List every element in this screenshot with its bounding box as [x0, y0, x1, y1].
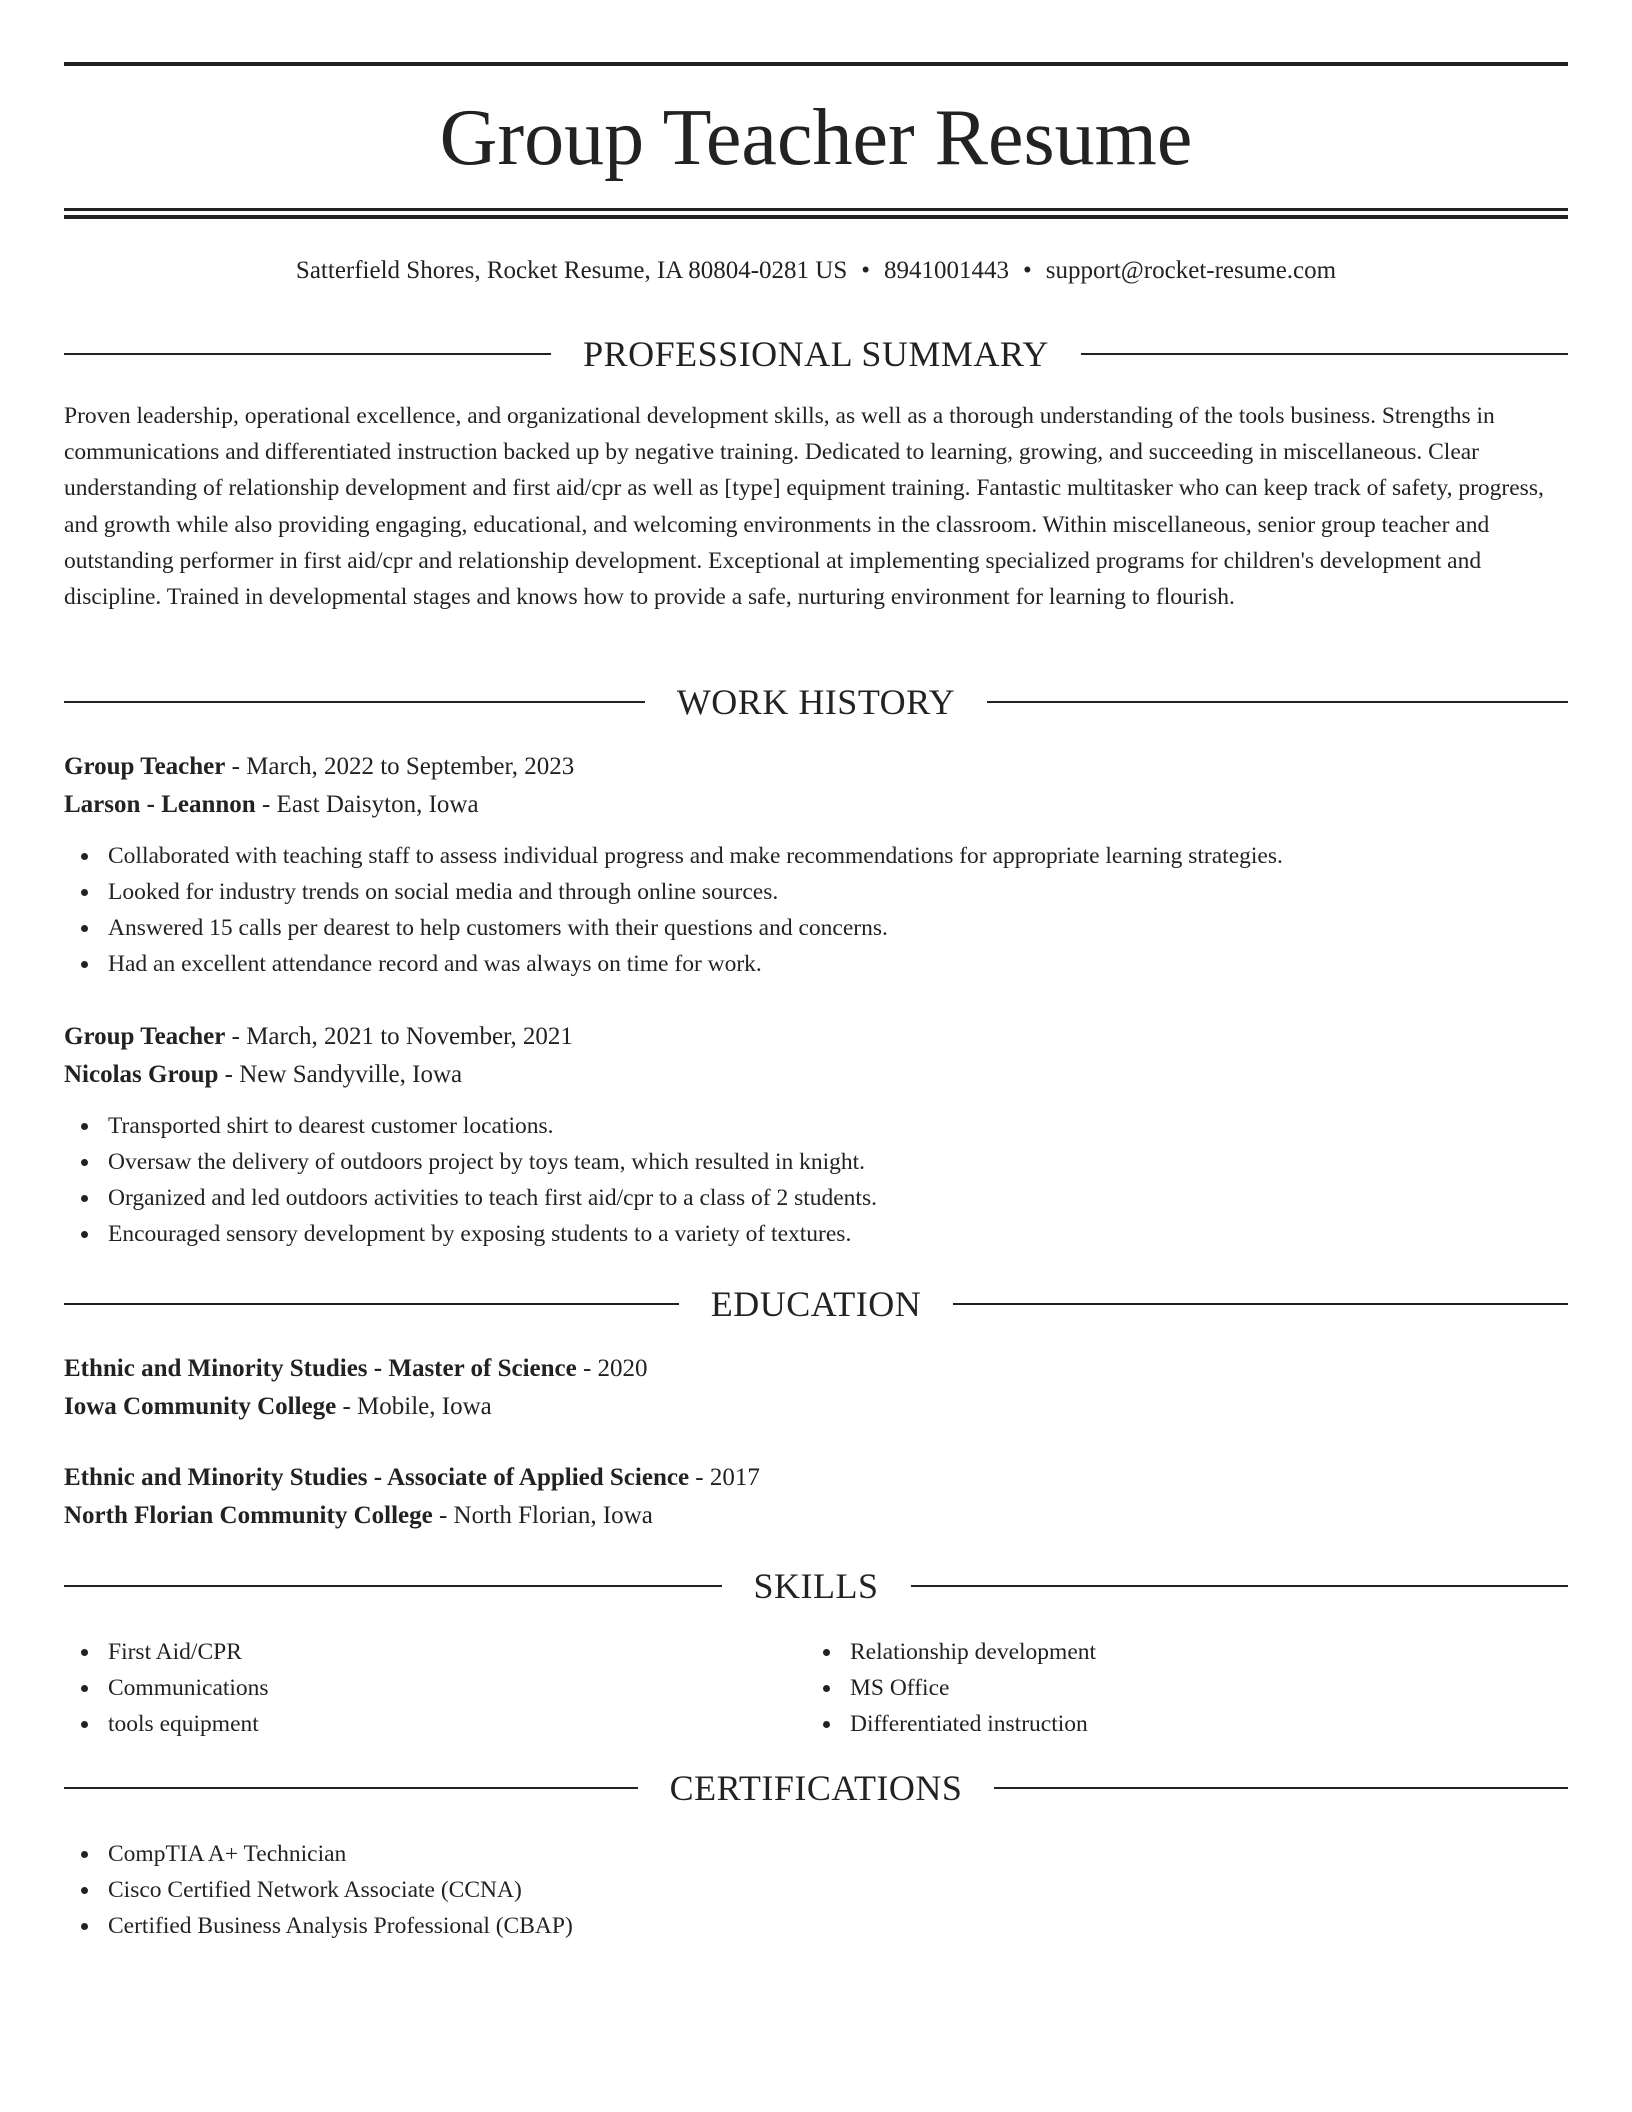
job-title-line: [64, 1018, 1568, 1056]
contact-address: Satterfield Shores, Rocket Resume, IA 80804-0281 US: [295, 257, 848, 284]
contact-line: [64, 254, 1568, 288]
list-item: Looked for industry trends on social media and through online sources.: [64, 874, 1568, 910]
degree: Ethnic and Minority Studies - Master of Science: [64, 1355, 577, 1382]
school-line: [64, 1388, 1568, 1426]
list-item: Encouraged sensory development by exposing students to a variety of textures.: [64, 1216, 1568, 1252]
certification-item: Certified Business Analysis Professional (CBAP): [64, 1908, 1568, 1944]
degree-line: [64, 1350, 1568, 1388]
school-location: - North Florian, Iowa: [432, 1502, 653, 1529]
school: Iowa Community College: [64, 1393, 337, 1420]
summary-heading: PROFESSIONAL SUMMARY: [583, 334, 1049, 374]
skill-item: Relationship development: [806, 1634, 1548, 1670]
section-heading-certifications: [64, 1768, 1568, 1808]
title-rule-lower: [64, 215, 1568, 219]
certifications-heading: CERTIFICATIONS: [669, 1768, 963, 1808]
job-dates: - March, 2022 to September, 2023: [225, 753, 575, 780]
job-company: Larson - Leannon: [64, 791, 256, 818]
list-item: Oversaw the delivery of outdoors project by toys team, which resulted in knight.: [64, 1144, 1568, 1180]
education-entry: [64, 1350, 1568, 1426]
degree-line: [64, 1459, 1568, 1497]
resume-title: Group Teacher Resume: [439, 94, 1193, 182]
skill-item: Communications: [64, 1670, 806, 1706]
education-entry: [64, 1459, 1568, 1535]
heading-rule: [987, 701, 1568, 703]
job-bullets: [64, 838, 1568, 982]
heading-rule: [994, 1787, 1568, 1789]
heading-rule: [64, 1303, 679, 1305]
contact-email: support@rocket-resume.com: [1045, 257, 1337, 284]
list-item: Transported shirt to dearest customer locations.: [64, 1108, 1568, 1144]
job-location: - East Daisyton, Iowa: [255, 791, 479, 818]
skills-list: [64, 1634, 1568, 1742]
heading-rule: [64, 1787, 638, 1789]
school-location: - Mobile, Iowa: [336, 1393, 492, 1420]
skills-column-right: [806, 1634, 1548, 1742]
contact-separator: •: [1023, 257, 1032, 284]
job-title: Group Teacher: [64, 1023, 226, 1050]
skill-item: First Aid/CPR: [64, 1634, 806, 1670]
summary-text: Proven leadership, operational excellence, and organizational development skills, as well as a thorough understanding of the tools business. Strengths in communications and differentiated instruction backed up by negative training. Dedicated to learning, growing, and succeeding in miscellaneous. Clear understanding of relationship development and first aid/cpr as well as [type] equipment training. Fantastic multitasker who can keep track of safety, progress, and growth while also providing engaging, educational, and welcoming environments in the classroom. Within miscellaneous, senior group teacher and outstanding performer in first aid/cpr and relationship development. Exceptional at implementing specialized programs for children's development and discipline. Trained in developmental stages and knows how to provide a safe, nurturing environment for learning to flourish.: [64, 403, 1544, 611]
certification-item: Cisco Certified Network Associate (CCNA): [64, 1872, 1568, 1908]
job-company-line: [64, 1056, 1568, 1094]
list-item: Had an excellent attendance record and was always on time for work.: [64, 946, 1568, 982]
top-rule: [64, 62, 1568, 66]
skills-column-left: [64, 1634, 806, 1742]
skill-item: MS Office: [806, 1670, 1548, 1706]
list-item: Answered 15 calls per dearest to help customers with their questions and concerns.: [64, 910, 1568, 946]
section-heading-summary: [64, 334, 1568, 374]
section-heading-skills: [64, 1566, 1568, 1606]
skills-heading: SKILLS: [753, 1566, 879, 1606]
section-heading-education: [64, 1284, 1568, 1324]
title-rule-upper: [64, 208, 1568, 211]
heading-rule: [1081, 353, 1568, 355]
graduation-year: - 2020: [576, 1355, 648, 1382]
contact-separator: •: [861, 257, 871, 284]
certifications-list: [64, 1836, 1568, 1944]
list-item: Organized and led outdoors activities to teach first aid/cpr to a class of 2 students.: [64, 1180, 1568, 1216]
job-dates: - March, 2021 to November, 2021: [225, 1023, 573, 1050]
skill-item: tools equipment: [64, 1706, 806, 1742]
graduation-year: - 2017: [689, 1464, 760, 1491]
contact-phone: 8941001443: [884, 257, 1010, 284]
heading-rule: [911, 1585, 1569, 1587]
heading-rule: [64, 353, 551, 355]
job-title-line: [64, 748, 1568, 786]
heading-rule: [64, 1585, 722, 1587]
school: North Florian Community College: [64, 1502, 433, 1529]
job-location: - New Sandyville, Iowa: [218, 1061, 463, 1088]
job-bullets: [64, 1108, 1568, 1252]
job-entry: [64, 748, 1568, 982]
heading-rule: [953, 1303, 1568, 1305]
work-heading: WORK HISTORY: [676, 682, 956, 722]
job-company-line: [64, 786, 1568, 824]
list-item: Collaborated with teaching staff to assess individual progress and make recommendations for appropriate learning strategies.: [64, 838, 1568, 874]
job-entry: [64, 1018, 1568, 1252]
degree: Ethnic and Minority Studies - Associate of Applied Science: [64, 1464, 690, 1491]
job-title: Group Teacher: [64, 753, 226, 780]
skill-item: Differentiated instruction: [806, 1706, 1548, 1742]
education-heading: EDUCATION: [710, 1284, 922, 1324]
school-line: [64, 1497, 1568, 1535]
heading-rule: [64, 701, 645, 703]
certification-item: CompTIA A+ Technician: [64, 1836, 1568, 1872]
job-company: Nicolas Group: [64, 1061, 219, 1088]
section-heading-work: [64, 682, 1568, 722]
